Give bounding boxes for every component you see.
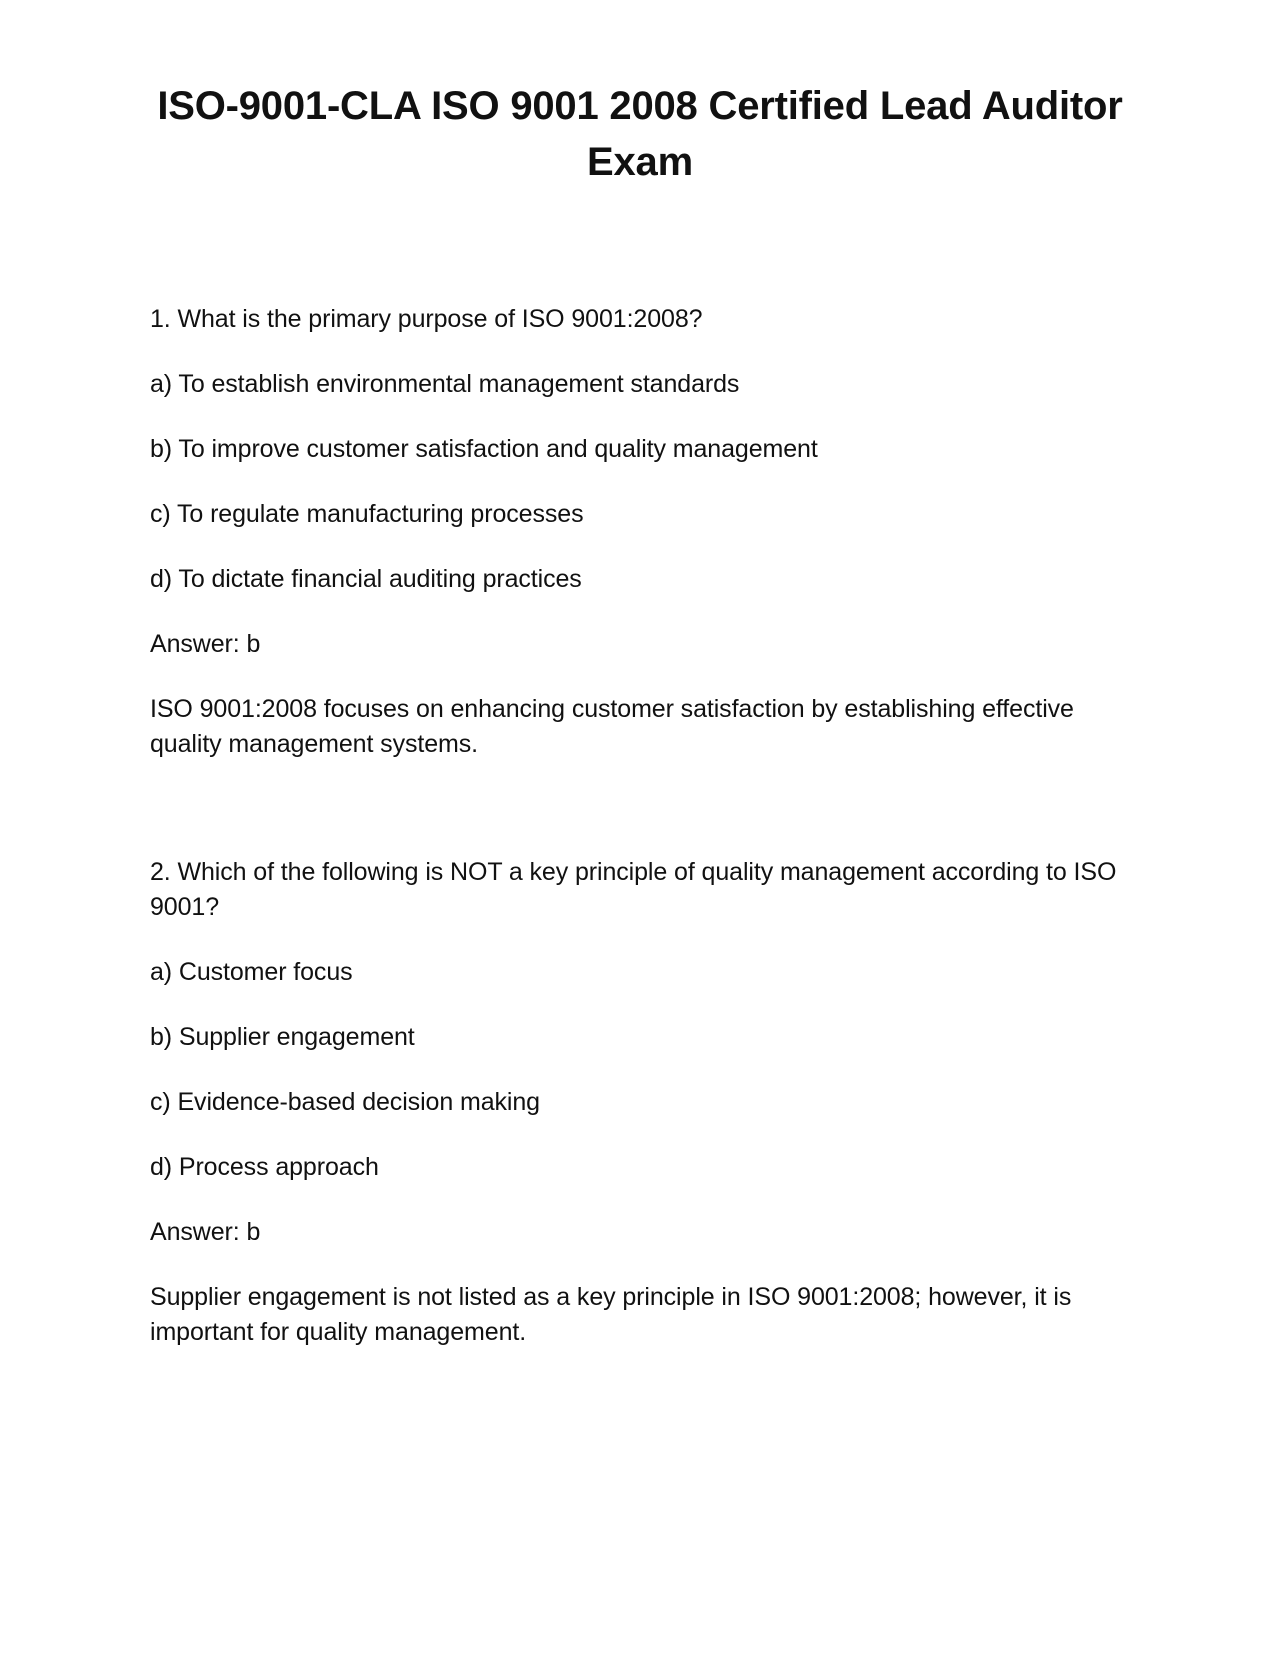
option-b: b) To improve customer satisfaction and quality management [150, 435, 818, 463]
answer-text: Answer: b [150, 630, 261, 658]
answer-text: Answer: b [150, 1218, 261, 1246]
question-block-1 [150, 302, 1130, 762]
question-text: 2. Which of the following is NOT a key principle of quality management according to ISO 9001? [150, 858, 1117, 921]
option-c: c) Evidence-based decision making [150, 1088, 540, 1116]
question-text: 1. What is the primary purpose of ISO 9001:2008? [150, 305, 703, 333]
page-title: ISO-9001-CLA ISO 9001 2008 Certified Lead Auditor Exam [157, 84, 1123, 184]
option-d: d) To dictate financial auditing practices [150, 565, 582, 593]
option-a: a) Customer focus [150, 958, 353, 986]
option-a: a) To establish environmental management standards [150, 370, 740, 398]
explanation-text: Supplier engagement is not listed as a key principle in ISO 9001:2008; however, it is important for quality management. [150, 1283, 1072, 1346]
explanation-text: ISO 9001:2008 focuses on enhancing customer satisfaction by establishing effective quality management systems. [150, 695, 1074, 758]
option-b: b) Supplier engagement [150, 1023, 415, 1051]
option-d: d) Process approach [150, 1153, 379, 1181]
option-c: c) To regulate manufacturing processes [150, 500, 584, 528]
question-block-2 [150, 855, 1130, 1350]
